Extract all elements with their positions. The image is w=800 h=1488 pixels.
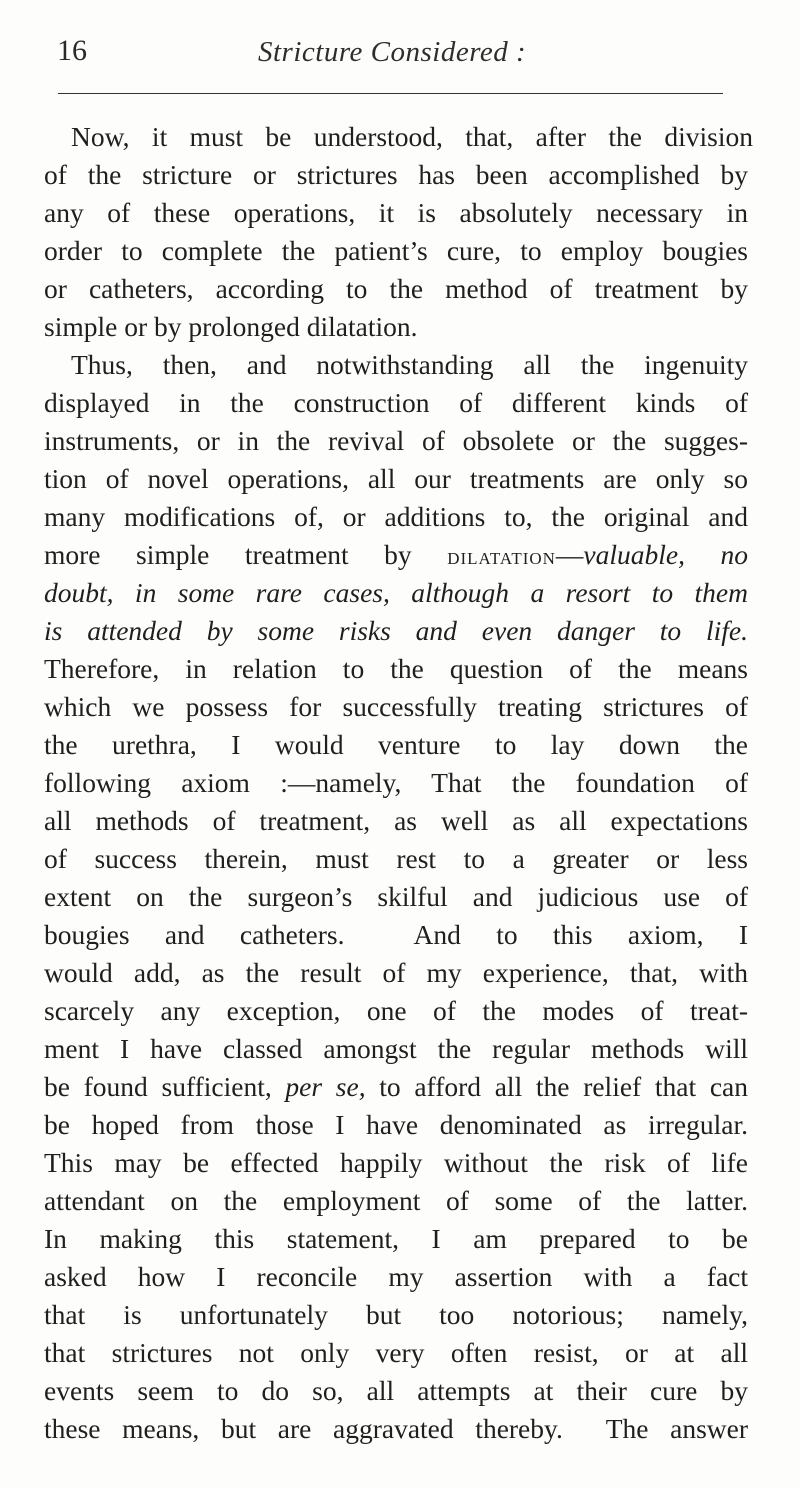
- text-line: [44, 270, 800, 308]
- text-segment: valuable, no: [583, 539, 748, 570]
- text-line: [44, 384, 800, 422]
- text-line-content: [44, 1030, 748, 1068]
- text-segment: to afford all the relief that can: [365, 1071, 748, 1102]
- text-line: [44, 878, 800, 916]
- text-segment: dilatation: [447, 544, 556, 570]
- text-line-content: [44, 1258, 748, 1296]
- text-line-content: [44, 156, 748, 194]
- text-segment: doubt, in some rare cases, although a resort to them: [44, 577, 748, 608]
- text-segment: all methods of treatment, as well as all expectations: [44, 805, 748, 836]
- text-segment: be hoped from those I have denominated as irregular.: [44, 1109, 748, 1140]
- text-line: [44, 764, 800, 802]
- text-line: [44, 916, 800, 954]
- text-segment: —: [555, 539, 584, 570]
- text-line: [44, 840, 800, 878]
- text-segment: the urethra, I would venture to lay down the: [44, 729, 748, 760]
- running-head: Stricture Considered :: [258, 36, 527, 68]
- text-line: [44, 1220, 800, 1258]
- text-line: [44, 156, 800, 194]
- page-number: 16: [57, 34, 87, 67]
- text-line-content: [44, 574, 748, 612]
- text-segment: would add, as the result of my experience, that, with: [44, 957, 748, 988]
- text-line: [44, 536, 800, 574]
- page-header: [0, 30, 800, 80]
- text-line: [44, 954, 800, 992]
- text-segment: Therefore, in relation to the question of the means: [44, 653, 748, 684]
- text-line-content: [44, 308, 417, 346]
- text-line: [44, 802, 800, 840]
- text-line: [71, 346, 800, 384]
- text-segment: per se,: [285, 1071, 366, 1102]
- text-line: [44, 232, 800, 270]
- text-line-content: [44, 460, 748, 498]
- text-line-content: [44, 1410, 748, 1448]
- text-line-content: [44, 992, 748, 1030]
- text-segment: simple or by prolonged dilatation.: [44, 311, 418, 342]
- text-line: [44, 308, 800, 346]
- text-line-content: [44, 612, 748, 650]
- text-line-content: [44, 726, 748, 764]
- text-segment: that is unfortunately but too notorious; namely,: [44, 1299, 748, 1330]
- text-segment: any of these operations, it is absolutely necessary in: [44, 197, 748, 228]
- text-segment: In making this statement, I am prepared to be: [44, 1223, 748, 1254]
- text-segment: attendant on the employment of some of the latter.: [44, 1185, 748, 1216]
- text-line: [44, 1068, 800, 1106]
- text-line: [44, 1296, 800, 1334]
- text-segment: which we possess for successfully treating strictures of: [44, 691, 748, 722]
- text-line-content: [44, 384, 748, 422]
- text-segment: scarcely any exception, one of the modes of treat-: [44, 995, 748, 1026]
- text-line-content: [44, 802, 748, 840]
- text-line: [44, 612, 800, 650]
- text-segment: or catheters, according to the method of treatment by: [44, 273, 748, 304]
- text-line: [44, 1030, 800, 1068]
- text-line: [44, 574, 800, 612]
- text-line-content: [44, 1220, 748, 1258]
- text-line-content: [44, 498, 748, 536]
- text-line: [44, 688, 800, 726]
- text-line-content: [44, 1106, 748, 1144]
- text-line: [44, 498, 800, 536]
- text-segment: many modifications of, or additions to, the original and: [44, 501, 748, 532]
- text-segment: This may be effected happily without the risk of life: [44, 1147, 748, 1178]
- text-line-content: [44, 764, 748, 802]
- text-line-content: [44, 650, 748, 688]
- text-line: [44, 1106, 800, 1144]
- text-segment: Thus, then, and notwithstanding all the ingenuity: [71, 349, 748, 380]
- text-segment: extent on the surgeon’s skilful and judicious use of: [44, 881, 748, 912]
- text-line-content: [44, 688, 748, 726]
- text-line: [44, 1410, 800, 1448]
- text-segment: asked how I reconcile my assertion with a fact: [44, 1261, 748, 1292]
- text-line-content: [44, 232, 748, 270]
- text-line-content: [71, 118, 753, 156]
- text-line-content: [44, 1068, 748, 1106]
- text-line-content: [44, 954, 748, 992]
- text-line-content: [44, 1182, 748, 1220]
- text-line-content: [44, 840, 748, 878]
- text-segment: that strictures not only very often resist, or at all: [44, 1337, 748, 1368]
- text-segment: events seem to do so, all attempts at their cure by: [44, 1375, 748, 1406]
- text-line-content: [44, 536, 748, 576]
- text-line-content: [44, 1296, 748, 1334]
- text-line: [44, 992, 800, 1030]
- text-line-content: [44, 422, 748, 460]
- text-segment: more simple treatment by: [44, 539, 448, 570]
- text-line-content: [44, 1372, 748, 1410]
- text-line: [44, 1372, 800, 1410]
- text-segment: is attended by some risks and even danger to life.: [44, 615, 748, 646]
- text-segment: tion of novel operations, all our treatments are only so: [44, 463, 748, 494]
- text-line: [44, 194, 800, 232]
- text-line-content: [44, 194, 748, 232]
- text-line-content: [44, 1334, 748, 1372]
- text-line: [44, 1334, 800, 1372]
- text-segment: bougies and catheters. And to this axiom, I: [44, 919, 748, 950]
- text-line: [71, 118, 800, 156]
- text-segment: order to complete the patient’s cure, to employ bougies: [44, 235, 748, 266]
- text-segment: of success therein, must rest to a greater or less: [44, 843, 748, 874]
- text-line-content: [71, 346, 748, 384]
- text-segment: be found sufficient,: [44, 1071, 286, 1102]
- text-line-content: [44, 1144, 748, 1182]
- text-segment: Now, it must be understood, that, after the division: [71, 121, 753, 152]
- text-line: [44, 1182, 800, 1220]
- text-segment: following axiom :—namely, That the foundation of: [44, 767, 748, 798]
- text-line: [44, 460, 800, 498]
- text-line: [44, 1258, 800, 1296]
- text-line-content: [44, 270, 748, 308]
- text-line: [44, 422, 800, 460]
- text-line-content: [44, 916, 748, 954]
- text-line: [44, 726, 800, 764]
- text-segment: ment I have classed amongst the regular methods will: [44, 1033, 748, 1064]
- header-rule: [58, 93, 723, 94]
- text-segment: displayed in the construction of different kinds of: [44, 387, 748, 418]
- text-line: [44, 650, 800, 688]
- text-segment: these means, but are aggravated thereby. The answer: [44, 1413, 748, 1444]
- text-segment: of the stricture or strictures has been accomplished by: [44, 159, 748, 190]
- text-line: [44, 1144, 800, 1182]
- text-segment: instruments, or in the revival of obsolete or the sugges-: [44, 425, 748, 456]
- text-line-content: [44, 878, 748, 916]
